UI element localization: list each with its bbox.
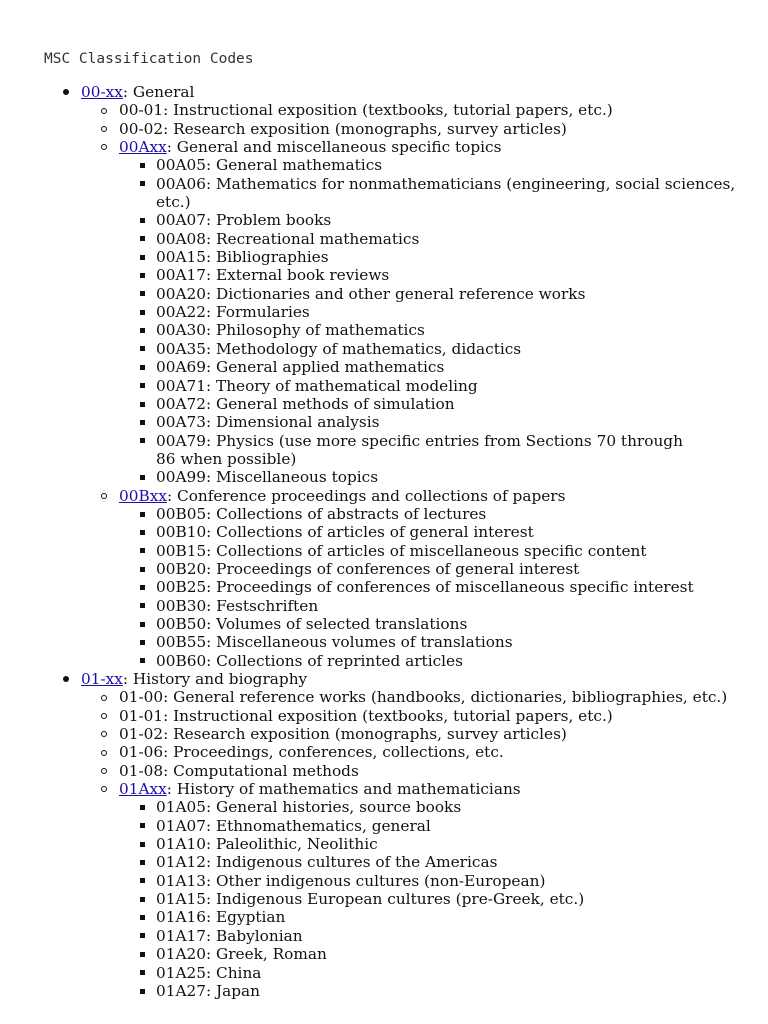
code-item <box>156 321 751 339</box>
code-item <box>156 377 751 395</box>
code-text: 00A07: Problem books <box>156 211 332 230</box>
circle-bullet-icon <box>101 101 107 119</box>
subsection-item <box>119 762 751 780</box>
circle-bullet-icon <box>101 120 107 138</box>
square-bullet-icon <box>140 872 145 890</box>
square-bullet-icon <box>140 890 145 908</box>
subsection-item <box>119 101 751 119</box>
square-bullet-icon <box>140 432 145 450</box>
square-bullet-icon <box>140 266 145 284</box>
code-item <box>156 927 751 945</box>
circle-bullet-icon <box>101 743 107 761</box>
code-item <box>156 615 751 633</box>
code-item <box>156 945 751 963</box>
square-bullet-icon <box>140 982 145 1000</box>
circle-bullet-icon <box>101 707 107 725</box>
square-bullet-icon <box>140 156 145 174</box>
code-item <box>156 633 751 651</box>
subsection-group <box>119 487 751 670</box>
code-text: 00A69: General applied mathematics <box>156 358 445 377</box>
square-bullet-icon <box>140 927 145 945</box>
disc-bullet-icon <box>63 83 69 101</box>
code-item <box>156 230 751 248</box>
code-item <box>156 542 751 560</box>
subsection-list <box>119 688 751 1000</box>
square-bullet-icon <box>140 321 145 339</box>
code-item <box>156 303 751 321</box>
subsection-text: 01-00: General reference works (handbooks, dictionaries, bibliographies, etc.) <box>119 688 728 707</box>
square-bullet-icon <box>140 560 145 578</box>
code-item <box>156 248 751 266</box>
code-text: 00A35: Methodology of mathematics, didactics <box>156 339 522 358</box>
section-code-link[interactable]: 01-xx <box>81 670 123 688</box>
square-bullet-icon <box>140 211 145 229</box>
code-item <box>156 211 751 229</box>
code-text: 01A17: Babylonian <box>156 926 303 945</box>
code-text: 00B20: Proceedings of conferences of general interest <box>156 559 580 578</box>
subsection-code-link[interactable]: 00Axx <box>119 138 167 157</box>
code-item <box>156 413 751 431</box>
code-text: 01A16: Egyptian <box>156 908 286 927</box>
subsection-group <box>119 138 751 487</box>
square-bullet-icon <box>140 652 145 670</box>
subsection-item <box>119 743 751 761</box>
subsection-code-link[interactable]: 01Axx <box>119 780 167 799</box>
square-bullet-icon <box>140 615 145 633</box>
square-bullet-icon <box>140 395 145 413</box>
circle-bullet-icon <box>101 780 107 798</box>
code-item <box>156 597 751 615</box>
subsection-text: 01-02: Research exposition (monographs, survey articles) <box>119 725 567 744</box>
square-bullet-icon <box>140 230 145 248</box>
code-text: 01A15: Indigenous European cultures (pre-Greek, etc.) <box>156 890 585 909</box>
code-text: 00A30: Philosophy of mathematics <box>156 321 425 340</box>
section-label: : General <box>122 83 195 101</box>
code-list <box>156 798 751 1000</box>
code-text: 00A20: Dictionaries and other general reference works <box>156 284 586 303</box>
square-bullet-icon <box>140 798 145 816</box>
section-code-link[interactable]: 00-xx <box>81 83 123 101</box>
subsection-group <box>119 780 751 1000</box>
code-text: 00A71: Theory of mathematical modeling <box>156 376 478 395</box>
code-text: 00A73: Dimensional analysis <box>156 413 380 432</box>
code-text: 00A22: Formularies <box>156 303 310 322</box>
subsection-item <box>119 707 751 725</box>
code-text: 00B60: Collections of reprinted articles <box>156 651 463 670</box>
square-bullet-icon <box>140 633 145 651</box>
code-text: 00A05: General mathematics <box>156 156 383 175</box>
code-item <box>156 468 751 486</box>
code-item <box>156 982 751 1000</box>
square-bullet-icon <box>140 597 145 615</box>
square-bullet-icon <box>140 835 145 853</box>
code-item <box>156 432 751 469</box>
code-item <box>156 652 751 670</box>
code-text: 00A79: Physics (use more specific entries from Sections 70 through 86 when possible) <box>156 431 683 468</box>
code-item <box>156 395 751 413</box>
subsection-text: 00-01: Instructional exposition (textbooks, tutorial papers, etc.) <box>119 101 613 120</box>
circle-bullet-icon <box>101 688 107 706</box>
code-text: 01A05: General histories, source books <box>156 798 462 817</box>
section-item <box>81 83 751 670</box>
code-text: 01A12: Indigenous cultures of the Americas <box>156 853 498 872</box>
square-bullet-icon <box>140 945 145 963</box>
code-text: 00B10: Collections of articles of general interest <box>156 523 534 542</box>
circle-bullet-icon <box>101 138 107 156</box>
square-bullet-icon <box>140 285 145 303</box>
code-item <box>156 872 751 890</box>
code-text: 00A99: Miscellaneous topics <box>156 468 379 487</box>
subsection-label: : Conference proceedings and collections of papers <box>166 486 566 505</box>
subsection-text: 01-06: Proceedings, conferences, collections, etc. <box>119 743 504 762</box>
disc-bullet-icon <box>63 670 69 688</box>
subsection-item <box>119 725 751 743</box>
code-item <box>156 853 751 871</box>
square-bullet-icon <box>140 542 145 560</box>
square-bullet-icon <box>140 413 145 431</box>
code-text: 01A27: Japan <box>156 981 261 1000</box>
square-bullet-icon <box>140 505 145 523</box>
code-item <box>156 560 751 578</box>
code-text: 00B15: Collections of articles of miscellaneous specific content <box>156 541 647 560</box>
code-text: 00A08: Recreational mathematics <box>156 229 420 248</box>
square-bullet-icon <box>140 377 145 395</box>
code-text: 01A07: Ethnomathematics, general <box>156 816 431 835</box>
code-text: 01A20: Greek, Roman <box>156 945 327 964</box>
code-text: 00B30: Festschriften <box>156 596 319 615</box>
section-item <box>81 670 751 1000</box>
code-text: 01A25: China <box>156 963 262 982</box>
code-text: 01A13: Other indigenous cultures (non-European) <box>156 871 546 890</box>
code-item <box>156 835 751 853</box>
code-text: 00A15: Bibliographies <box>156 248 329 267</box>
code-text: 00B05: Collections of abstracts of lectures <box>156 504 487 523</box>
code-item <box>156 340 751 358</box>
subsection-label: : General and miscellaneous specific topics <box>166 138 502 157</box>
code-item <box>156 285 751 303</box>
section-label: : History and biography <box>122 670 308 688</box>
code-text: 00A06: Mathematics for nonmathematicians (engineering, social sciences, etc.) <box>156 174 736 212</box>
code-text: 00B25: Proceedings of conferences of miscellaneous specific interest <box>156 578 694 597</box>
code-text: 00A72: General methods of simulation <box>156 394 455 413</box>
code-text: 00B55: Miscellaneous volumes of translations <box>156 633 513 652</box>
square-bullet-icon <box>140 358 145 376</box>
square-bullet-icon <box>140 817 145 835</box>
square-bullet-icon <box>140 175 145 193</box>
code-text: 00A17: External book reviews <box>156 266 390 285</box>
subsection-item <box>119 120 751 138</box>
square-bullet-icon <box>140 578 145 596</box>
code-item <box>156 175 751 212</box>
code-text: 00B50: Volumes of selected translations <box>156 614 468 633</box>
square-bullet-icon <box>140 468 145 486</box>
page-title: MSC Classification Codes <box>44 51 254 67</box>
square-bullet-icon <box>140 964 145 982</box>
code-item <box>156 964 751 982</box>
subsection-text: 01-08: Computational methods <box>119 761 359 780</box>
code-text: 01A10: Paleolithic, Neolithic <box>156 835 378 854</box>
classification-list <box>81 83 751 1000</box>
subsection-list <box>119 101 751 670</box>
code-list <box>156 156 751 486</box>
code-item <box>156 890 751 908</box>
code-item <box>156 156 751 174</box>
subsection-label: : History of mathematics and mathematicians <box>166 780 521 799</box>
code-item <box>156 908 751 926</box>
square-bullet-icon <box>140 303 145 321</box>
code-item <box>156 817 751 835</box>
square-bullet-icon <box>140 340 145 358</box>
subsection-item <box>119 688 751 706</box>
code-item <box>156 358 751 376</box>
code-item <box>156 266 751 284</box>
code-item <box>156 505 751 523</box>
square-bullet-icon <box>140 908 145 926</box>
square-bullet-icon <box>140 523 145 541</box>
square-bullet-icon <box>140 248 145 266</box>
circle-bullet-icon <box>101 762 107 780</box>
subsection-code-link[interactable]: 00Bxx <box>119 486 167 505</box>
square-bullet-icon <box>140 853 145 871</box>
subsection-text: 00-02: Research exposition (monographs, survey articles) <box>119 119 567 138</box>
circle-bullet-icon <box>101 725 107 743</box>
code-item <box>156 578 751 596</box>
code-list <box>156 505 751 670</box>
circle-bullet-icon <box>101 487 107 505</box>
subsection-text: 01-01: Instructional exposition (textbooks, tutorial papers, etc.) <box>119 706 613 725</box>
code-item <box>156 798 751 816</box>
code-item <box>156 523 751 541</box>
